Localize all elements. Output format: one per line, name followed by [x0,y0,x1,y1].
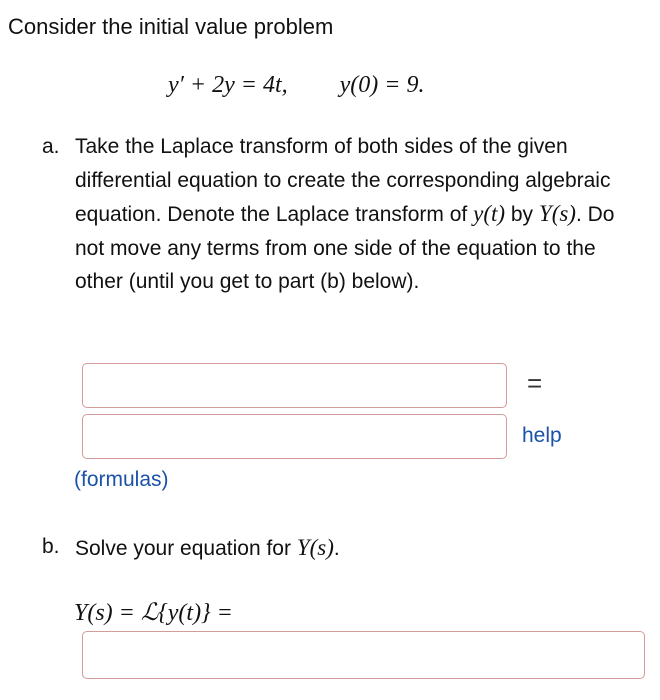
equals-sign: = [527,368,543,398]
math-y-of-t: y(t) [473,201,506,226]
part-b-instructions [42,535,340,560]
Ys-equation-label: Y(s) = ℒ{y(t)} = [74,600,233,626]
Ys-answer-input[interactable] [82,631,645,679]
part-a-text [75,130,642,299]
part-b-text-wrap [75,535,340,561]
formulas-link[interactable]: (formulas) [74,468,169,491]
help-link[interactable]: help [522,424,562,447]
part-a-text-by: by [510,203,534,226]
part-b-text: Solve your equation for [75,537,291,560]
part-b-period: . [333,537,340,560]
part-a-marker: a. [42,135,60,158]
laplace-right-side-input[interactable] [82,414,507,459]
part-a-text-1: Take the Laplace transform of both sides of the given differential equation to create the corresponding algebraic equation. Denote the Laplace transform of [75,135,611,226]
ode-expression: y′ + 2y = 4t, [168,72,288,98]
part-b-marker: b. [42,535,60,558]
part-a-instructions [42,130,642,299]
part-b-math-Y-of-s: Y(s) [296,535,334,560]
ivp-equation [168,72,424,99]
laplace-left-side-input[interactable] [82,363,507,408]
problem-intro: Consider the initial value problem [8,14,334,39]
math-Y-of-s: Y(s) [538,201,576,226]
part-a-text-2: . Do not move any terms from one side of the equation to the other (until you get to part (b) below). [75,203,615,293]
initial-condition: y(0) = 9. [339,72,425,98]
